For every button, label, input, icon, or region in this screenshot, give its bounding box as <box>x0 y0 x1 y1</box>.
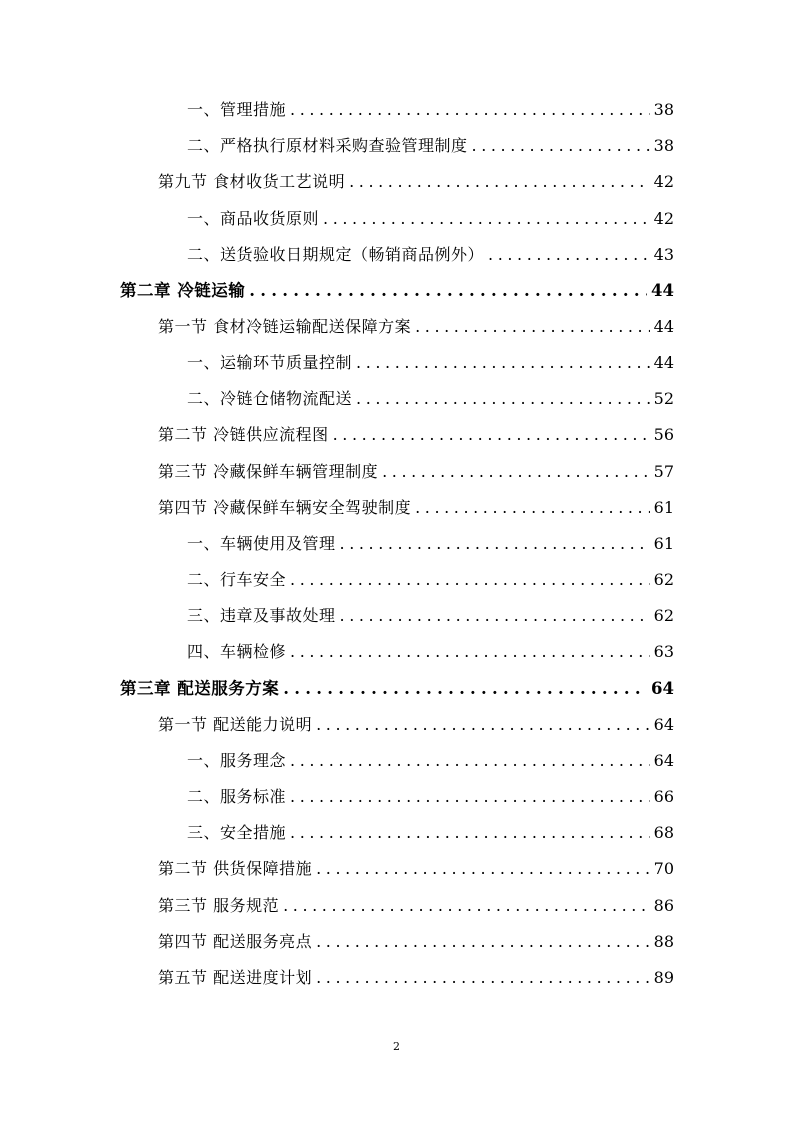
toc-entry[interactable] <box>187 204 674 230</box>
toc-entry-title: 一、运输环节质量控制 <box>187 353 353 372</box>
toc-entry[interactable] <box>187 601 674 627</box>
toc-entry-title: 一、商品收货原则 <box>187 209 320 228</box>
toc-entry-title: 第二章 冷链运输 <box>120 281 246 300</box>
toc-entry-title: 第一节 食材冷链运输配送保障方案 <box>158 317 412 336</box>
toc-entry-title: 第四节 配送服务亮点 <box>158 932 313 951</box>
toc-entry[interactable] <box>158 167 674 193</box>
toc-entry[interactable] <box>187 131 674 157</box>
toc-entry-page: 88 <box>653 932 674 951</box>
toc-entry-title: 第三章 配送服务方案 <box>120 679 280 698</box>
toc-dot-leader <box>356 352 650 374</box>
toc-entry[interactable] <box>187 565 674 591</box>
toc-entry[interactable] <box>158 927 674 953</box>
toc-entry-page: 44 <box>651 281 674 300</box>
toc-entry-title: 第一节 配送能力说明 <box>158 715 313 734</box>
toc-dot-leader <box>290 569 650 591</box>
toc-dot-leader <box>316 858 650 880</box>
toc-entry-page: 42 <box>653 172 674 191</box>
toc-entry-page: 44 <box>653 353 674 372</box>
toc-entry[interactable] <box>158 457 674 483</box>
toc-entry-page: 63 <box>653 642 674 661</box>
toc-dot-leader <box>283 895 650 917</box>
toc-entry-page: 42 <box>653 209 674 228</box>
toc-entry[interactable] <box>187 529 674 555</box>
page-number: 2 <box>393 1040 400 1053</box>
toc-dot-leader <box>290 750 650 772</box>
toc-entry-page: 38 <box>653 100 674 119</box>
toc-entry[interactable] <box>187 348 674 374</box>
toc-entry[interactable] <box>158 891 674 917</box>
toc-dot-leader <box>290 822 650 844</box>
toc-dot-leader <box>356 388 650 410</box>
toc-entry-page: 57 <box>653 462 674 481</box>
toc-chapter-entry[interactable] <box>120 276 674 302</box>
toc-entry-title: 第九节 食材收货工艺说明 <box>158 172 346 191</box>
toc-entry-page: 68 <box>653 823 674 842</box>
toc-entry-page: 43 <box>653 245 674 264</box>
toc-entry-title: 二、冷链仓储物流配送 <box>187 389 353 408</box>
toc-entry-page: 64 <box>653 751 674 770</box>
toc-entry-page: 62 <box>653 570 674 589</box>
toc-entry-page: 62 <box>653 606 674 625</box>
toc-entry-title: 三、安全措施 <box>187 823 287 842</box>
toc-entry-title: 第五节 配送进度计划 <box>158 968 313 987</box>
toc-dot-leader <box>382 461 650 483</box>
toc-chapter-entry[interactable] <box>120 674 674 700</box>
toc-entry-page: 44 <box>653 317 674 336</box>
toc-entry-title: 第二节 冷链供应流程图 <box>158 425 329 444</box>
toc-dot-leader <box>290 99 650 121</box>
toc-entry[interactable] <box>158 312 674 338</box>
toc-entry-title: 第二节 供货保障措施 <box>158 859 313 878</box>
toc-dot-leader <box>472 135 650 157</box>
toc-dot-leader <box>316 714 650 736</box>
toc-entry[interactable] <box>187 818 674 844</box>
toc-dot-leader <box>340 605 650 627</box>
toc-entry[interactable] <box>187 95 674 121</box>
toc-entry-title: 第三节 服务规范 <box>158 896 280 915</box>
toc-entry-title: 一、车辆使用及管理 <box>187 534 336 553</box>
toc-entry[interactable] <box>187 384 674 410</box>
toc-entry-title: 一、服务理念 <box>187 751 287 770</box>
toc-entry[interactable] <box>187 746 674 772</box>
toc-entry-page: 52 <box>653 389 674 408</box>
toc-dot-leader <box>316 967 650 989</box>
toc-entry-page: 61 <box>653 534 674 553</box>
toc-entry-page: 64 <box>653 715 674 734</box>
toc-entry[interactable] <box>187 240 674 266</box>
toc-entry-title: 第四节 冷藏保鲜车辆安全驾驶制度 <box>158 498 412 517</box>
toc-entry-title: 三、违章及事故处理 <box>187 606 336 625</box>
toc-entry-page: 86 <box>653 896 674 915</box>
toc-entry-page: 89 <box>653 968 674 987</box>
toc-dot-leader <box>323 208 650 230</box>
toc-entry-title: 二、服务标准 <box>187 787 287 806</box>
toc-dot-leader <box>249 280 647 302</box>
toc-entry[interactable] <box>158 420 674 446</box>
toc-dot-leader <box>290 786 650 808</box>
toc-dot-leader <box>415 316 650 338</box>
toc-entry[interactable] <box>187 782 674 808</box>
toc-entry[interactable] <box>158 963 674 989</box>
toc-entry[interactable] <box>158 493 674 519</box>
toc-entry-title: 二、严格执行原材料采购查验管理制度 <box>187 136 468 155</box>
toc-entry-title: 四、车辆检修 <box>187 642 287 661</box>
toc-entry-page: 64 <box>651 679 674 698</box>
toc-entry-title: 二、送货验收日期规定（畅销商品例外） <box>187 245 485 264</box>
toc-entry-page: 61 <box>653 498 674 517</box>
toc-dot-leader <box>340 533 650 555</box>
toc-entry-page: 66 <box>653 787 674 806</box>
toc-entry-title: 一、管理措施 <box>187 100 287 119</box>
toc-dot-leader <box>415 497 650 519</box>
toc-dot-leader <box>283 678 647 700</box>
toc-entry-title: 二、行车安全 <box>187 570 287 589</box>
toc-entry-page: 70 <box>653 859 674 878</box>
toc-entry-page: 56 <box>653 425 674 444</box>
toc-entry[interactable] <box>187 637 674 663</box>
toc-entry[interactable] <box>158 854 674 880</box>
toc-entry-title: 第三节 冷藏保鲜车辆管理制度 <box>158 462 379 481</box>
toc-entry-page: 38 <box>653 136 674 155</box>
toc-entry[interactable] <box>158 710 674 736</box>
toc-dot-leader <box>488 244 650 266</box>
toc-dot-leader <box>349 171 650 193</box>
toc-dot-leader <box>333 424 650 446</box>
toc-dot-leader <box>290 641 650 663</box>
toc-dot-leader <box>316 931 650 953</box>
